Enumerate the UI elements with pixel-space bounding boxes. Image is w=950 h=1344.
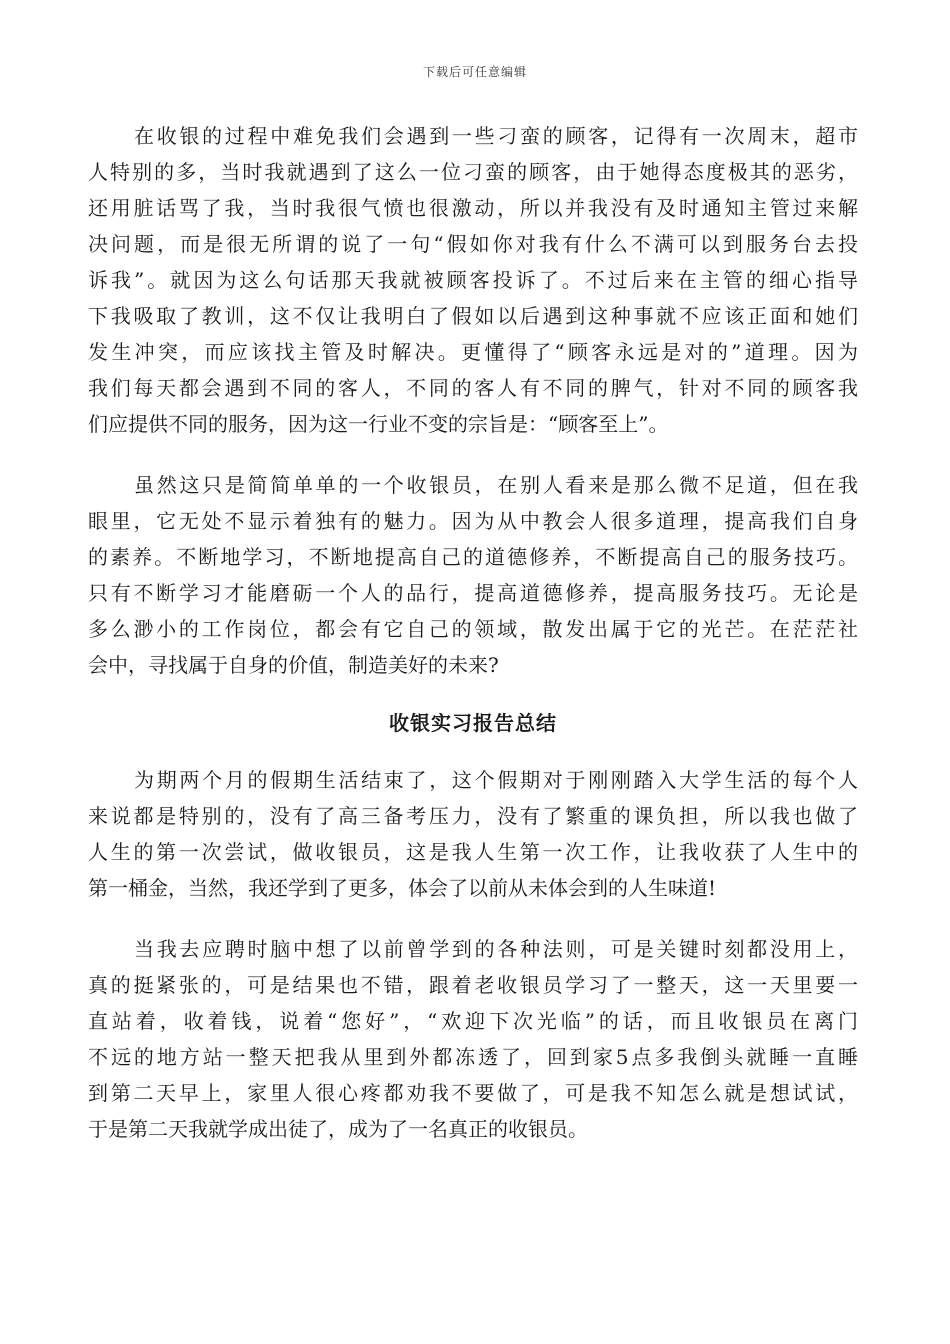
paragraph-line: 虽然这只是简简单单的一个收银员，在别人看来是那么微不足道，但在我: [134, 473, 858, 497]
paragraph-3: [88, 762, 858, 906]
paragraph-line: 还用脏话骂了我，当时我很气愤也很激动，所以并我没有及时通知主管过来解: [88, 196, 858, 220]
paragraph-1: [88, 118, 858, 442]
paragraph-line: 于是第二天我就学成出徒了，成为了一名真正的收银员。: [88, 1117, 588, 1141]
paragraph-line: 多么渺小的工作岗位，都会有它自己的领域，散发出属于它的光芒。在茫茫社: [88, 617, 858, 641]
page-header: 下载后可任意编辑: [422, 65, 527, 79]
paragraph-line: 只有不断学习才能磨砺一个人的品行，提高道德修养，提高服务技巧。无论是: [88, 581, 858, 605]
paragraph-line: 发生冲突，而应该找主管及时解决。更懂得了“顾客永远是对的”道理。因为: [88, 340, 858, 364]
paragraph-line: 到第二天早上，家里人很心疼都劝我不要做了，可是我不知怎么就是想试试，: [88, 1081, 858, 1105]
paragraph-line: 会中，寻找属于自身的价值，制造美好的未来?: [88, 653, 499, 677]
paragraph-line: 直站着，收着钱，说着“您好”，“欢迎下次光临”的话，而且收银员在离门: [88, 1009, 858, 1033]
paragraph-line: 们应提供不同的服务，因为这一行业不变的宗旨是：“顾客至上”。: [88, 412, 669, 436]
paragraph-line: 当我去应聘时脑中想了以前曾学到的各种法则，可是关键时刻都没用上，: [134, 937, 858, 961]
section-title: 收银实习报告总结: [389, 711, 557, 735]
paragraph-line: 决问题，而是很无所谓的说了一句“假如你对我有什么不满可以到服务台去投: [88, 232, 858, 256]
paragraph-line: 眼里，它无处不显示着独有的魅力。因为从中教会人很多道理，提高我们自身: [88, 509, 858, 533]
paragraph-line: 来说都是特别的，没有了高三备考压力，没有了繁重的课负担，所以我也做了: [88, 804, 858, 828]
paragraph-line: 不远的地方站一整天把我从里到外都冻透了，回到家5点多我倒头就睡一直睡: [88, 1045, 858, 1069]
document-body: [88, 118, 858, 1172]
paragraph-line: 第一桶金，当然，我还学到了更多，体会了以前从未体会到的人生味道!: [88, 876, 717, 900]
paragraph-line: 下我吸取了教训，这不仅让我明白了假如以后遇到这种事就不应该正面和她们: [88, 304, 858, 328]
paragraph-line: 真的挺紧张的，可是结果也不错，跟着老收银员学习了一整天，这一天里要一: [88, 973, 858, 997]
paragraph-line: 人生的第一次尝试，做收银员，这是我人生第一次工作，让我收获了人生中的: [88, 840, 858, 864]
paragraph-2: [88, 467, 858, 683]
paragraph-line: 人特别的多，当时我就遇到了这么一位刁蛮的顾客，由于她得态度极其的恶劣，: [88, 160, 858, 184]
paragraph-line: 为期两个月的假期生活结束了，这个假期对于刚刚踏入大学生活的每个人: [134, 768, 858, 792]
paragraph-line: 诉我”。就因为这么句话那天我就被顾客投诉了。不过后来在主管的细心指导: [88, 268, 858, 292]
paragraph-line: 我们每天都会遇到不同的客人，不同的客人有不同的脾气，针对不同的顾客我: [88, 376, 858, 400]
paragraph-line: 的素养。不断地学习，不断地提高自己的道德修养，不断提高自己的服务技巧。: [88, 545, 858, 569]
paragraph-4: [88, 931, 858, 1147]
paragraph-line: 在收银的过程中难免我们会遇到一些刁蛮的顾客，记得有一次周末，超市: [134, 124, 858, 148]
